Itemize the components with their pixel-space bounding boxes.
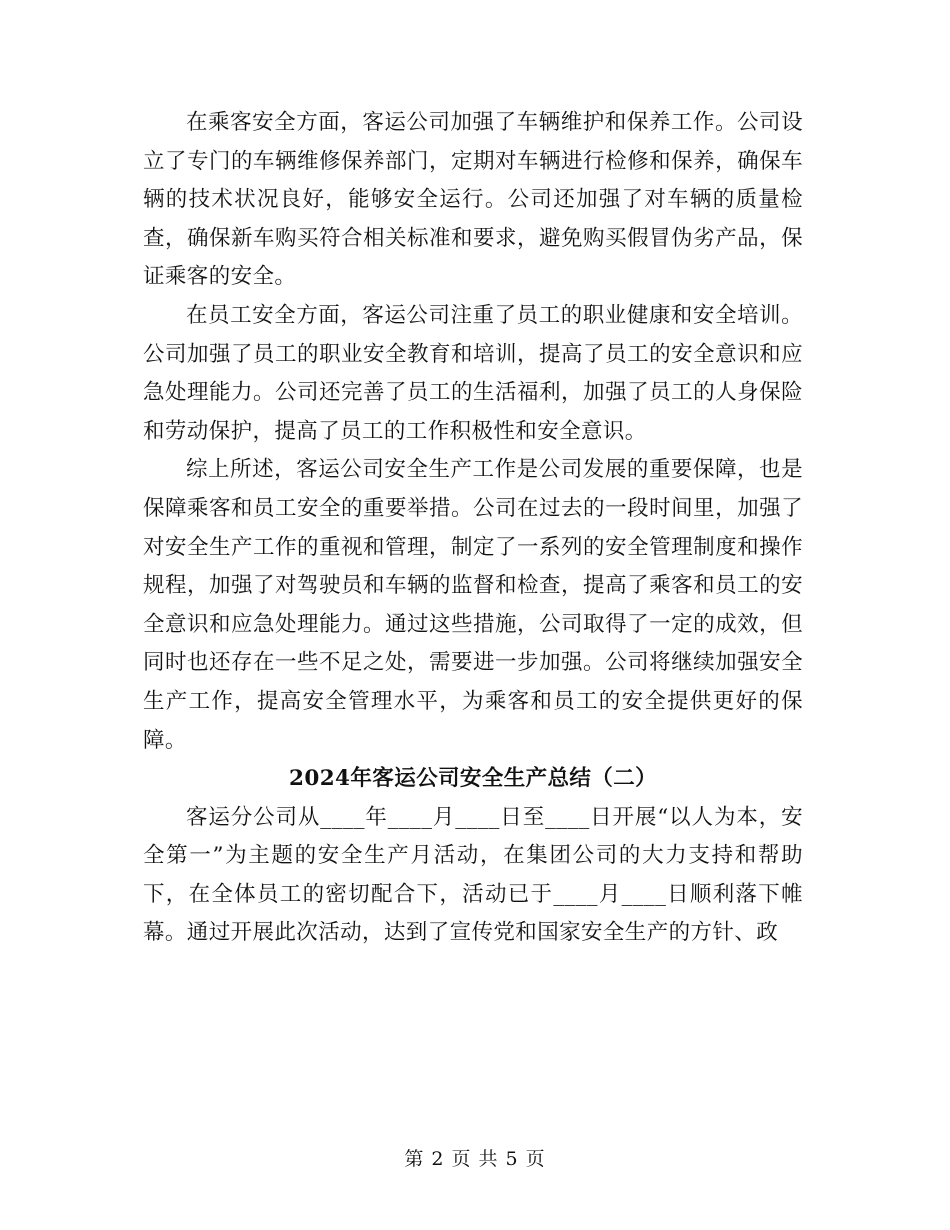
document-body bbox=[143, 104, 803, 953]
paragraph-safety-month-activity: 客运分公司从____年____月____日至____日开展“以人为本，安全第一”为主题的安全生产月活动，在集团公司的大力支持和帮助下，在全体员工的密切配合下，活动已于____月____日顺利落下帷幕。通过开展此次活动，达到了宣传党和国家安全生产的方针、政 bbox=[143, 804, 803, 946]
paragraph-employee-safety: 在员工安全方面，客运公司注重了员工的职业健康和安全培训。公司加强了员工的职业安全教育和培训，提高了员工的安全意识和应急处理能力。公司还完善了员工的生活福利，加强了员工的人身保险和劳动保护，提高了员工的工作积极性和安全意识。 bbox=[143, 302, 803, 444]
page-number-footer: 第 2 页 共 5 页 bbox=[404, 1148, 546, 1170]
paragraph-summary: 综上所述，客运公司安全生产工作是公司发展的重要保障，也是保障乘客和员工安全的重要举措。公司在过去的一段时间里，加强了对安全生产工作的重视和管理，制定了一系列的安全管理制度和操作规程，加强了对驾驶员和车辆的监督和检查，提高了乘客和员工的安全意识和应急处理能力。通过这些措施，公司取得了一定的成效，但同时也还存在一些不足之处，需要进一步加强。公司将继续加强安全生产工作，提高安全管理水平，为乘客和员工的安全提供更好的保障。 bbox=[143, 457, 803, 753]
paragraph-passenger-safety: 在乘客安全方面，客运公司加强了车辆维护和保养工作。公司设立了专门的车辆维修保养部门，定期对车辆进行检修和保养，确保车辆的技术状况良好，能够安全运行。公司还加强了对车辆的质量检查，确保新车购买符合相关标准和要求，避免购买假冒伪劣产品，保证乘客的安全。 bbox=[143, 110, 803, 290]
section-title: 2024年客运公司安全生产总结（二） bbox=[288, 766, 658, 792]
